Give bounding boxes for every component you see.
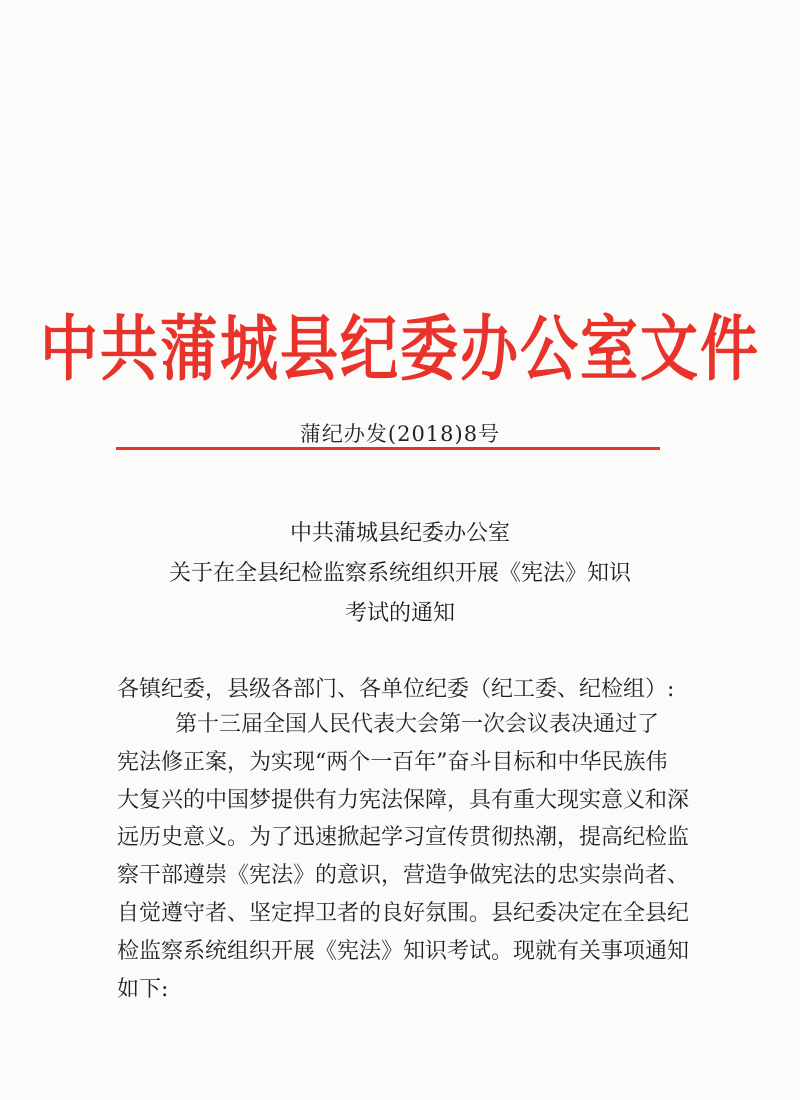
subject-line-2: 关于在全县纪检监察系统组织开展《宪法》知识 xyxy=(168,561,631,586)
body-line: 第十三届全国人民代表大会第一次会议表决通过了 xyxy=(175,712,660,737)
body-line: 宪法修正案，为实现“两个一百年”奋斗目标和中华民族伟 xyxy=(117,749,668,775)
subject-line-3: 考试的通知 xyxy=(344,601,455,626)
notice-subject xyxy=(0,514,800,634)
document-header-title: 中共蒲城县纪委办公室文件 xyxy=(39,307,760,391)
document-number: 蒲纪办发(2018)8号 xyxy=(299,422,501,446)
body-line: 大复兴的中国梦提供有力宪法保障，具有重大现实意义和深 xyxy=(117,787,690,813)
body-line: 自觉遵守者、坚定捍卫者的良好氛围。县纪委决定在全县纪 xyxy=(117,900,690,926)
body-line: 检监察系统组织开展《宪法》知识考试。现就有关事项通知 xyxy=(117,938,690,964)
body-line: 远历史意义。为了迅速掀起学习宣传贯彻热潮，提高纪检监 xyxy=(117,825,690,851)
red-divider-line xyxy=(116,447,660,450)
body-line: 察干部遵崇《宪法》的意识，营造争做宪法的忠实崇尚者、 xyxy=(117,863,690,889)
salutation: 各镇纪委，县级各部门、各单位纪委（纪工委、纪检组）: xyxy=(117,677,675,702)
body-paragraph xyxy=(117,706,690,1008)
subject-line-1: 中共蒲城县纪委办公室 xyxy=(289,521,510,546)
body-line: 如下: xyxy=(117,976,169,1002)
